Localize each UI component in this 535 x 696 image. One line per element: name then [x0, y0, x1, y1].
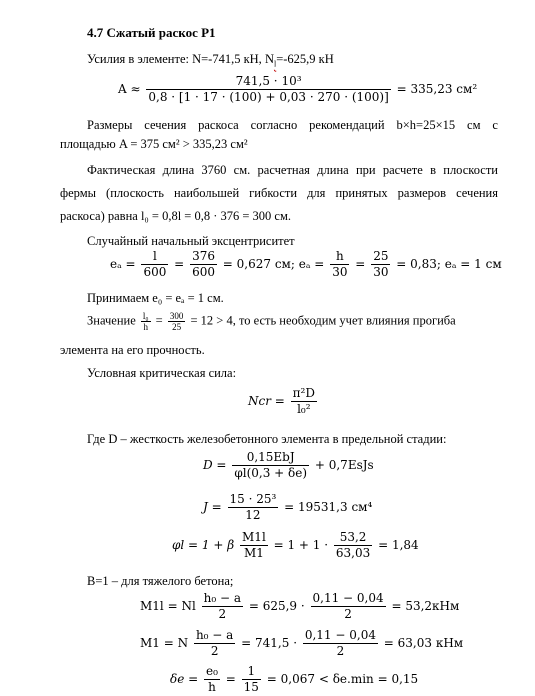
- m1-f2-den: 2: [336, 644, 345, 658]
- value-line: [87, 311, 498, 332]
- value-f2-num: 300: [169, 311, 184, 321]
- area-lhs: A ≈: [118, 82, 141, 96]
- m1l-f1-den: 2: [218, 607, 227, 621]
- ecc-f1-num: l: [141, 249, 168, 265]
- m1-lhs: M1 = N: [140, 636, 189, 650]
- d-fraction: [232, 450, 309, 481]
- ecc-fraction-2: [190, 249, 217, 280]
- accept-line: Принимаем e₀ = eₐ = 1 см.: [87, 291, 224, 305]
- delta-fraction-1: [204, 664, 220, 695]
- m1-f1-num: h₀ − a: [195, 628, 234, 642]
- j-formula: [203, 492, 372, 523]
- d-lhs: D =: [203, 458, 227, 472]
- area-numerator: 741,5 · 10³: [146, 74, 390, 90]
- length-line-1: Фактическая длина 3760 см. расчетная длина при расчете в плоскости: [87, 163, 498, 177]
- forces-n-symbol: N: [264, 52, 274, 66]
- forces-prefix: Усилия в элементе: N=-741,5 кН,: [87, 52, 265, 66]
- m1-fraction-2: [303, 628, 378, 659]
- area-fraction: [146, 74, 390, 105]
- m1l-f2-den: 2: [344, 607, 352, 621]
- phi-f1-num: M1l: [242, 530, 266, 544]
- delta-f2-den: 15: [243, 680, 259, 694]
- m1-rhs: = 63,03 кНм: [383, 636, 464, 650]
- value-prefix: Значение: [87, 313, 136, 328]
- value-f1-num: l₀: [142, 311, 149, 321]
- d-rhs: + 0,7EsJs: [314, 458, 374, 472]
- ncr-fraction: [291, 386, 317, 417]
- area-denominator: 0,8 · [1 · 17 · (100) + 0,03 · 270 · (100)]: [148, 90, 389, 104]
- length-line-2: фермы (плоскость наибольшей гибкости для принятых размеров сечения: [60, 186, 498, 200]
- phi-mid: = 1 + 1 ·: [273, 538, 329, 552]
- m1l-fraction-1: [202, 591, 243, 622]
- ecc-f2-den: 600: [192, 265, 215, 279]
- forces-n-subscript: l: [273, 59, 277, 69]
- j-rhs: = 19531,3 см⁴: [284, 500, 373, 514]
- ecc-f3-num: h: [330, 249, 349, 265]
- value-fraction-2: [168, 311, 186, 332]
- b-line: B=1 – для тяжелого бетона;: [87, 574, 234, 588]
- d-num: 0,15EbJ: [232, 450, 309, 466]
- j-lhs: J =: [203, 500, 222, 514]
- value-f2-den: 25: [172, 322, 182, 332]
- ecc-part-1: eₐ =: [110, 257, 136, 271]
- value-fraction-1: [141, 311, 151, 332]
- delta-eq: =: [225, 672, 236, 686]
- delta-fraction-2: [242, 664, 261, 695]
- phi-fraction-1: [240, 530, 268, 561]
- m1-mid: = 741,5 ·: [241, 636, 298, 650]
- ecc-f3-den: 30: [332, 265, 348, 279]
- m1-fraction-1: [194, 628, 235, 659]
- m1l-fraction-2: [311, 591, 386, 622]
- ecc-fraction-1: [141, 249, 168, 280]
- m1-formula: [140, 628, 463, 659]
- ecc-fraction-4: [371, 249, 390, 280]
- ecc-f1-den: 600: [143, 265, 167, 279]
- d-description: Где D – жесткость железобетонного элемента в предельной стадии:: [87, 432, 447, 446]
- d-den: φl(0,3 + δe): [234, 466, 308, 480]
- m1l-mid: = 625,9 ·: [248, 599, 305, 613]
- phi-rhs: = 1,84: [378, 538, 419, 552]
- j-den: 12: [245, 508, 261, 522]
- phi-f2-num: 53,2: [334, 530, 372, 546]
- ecc-part-2: =: [174, 257, 185, 271]
- section-title: 4.7 Сжатый раскос Р1: [87, 25, 216, 40]
- ecc-part-4: =: [355, 257, 366, 271]
- eccentricity-formula: [110, 249, 502, 280]
- delta-f1-den: h: [208, 680, 216, 694]
- m1l-rhs: = 53,2кНм: [391, 599, 460, 613]
- ncr-lhs: Ncr =: [248, 394, 285, 408]
- forces-suffix: =-625,9 кН: [276, 52, 334, 66]
- m1-f2-num: 0,11 − 0,04: [304, 628, 376, 642]
- value-f1-den: h: [143, 322, 148, 332]
- ncr-den: l₀²: [297, 402, 311, 416]
- phi-f1-den: M1: [243, 546, 264, 560]
- forces-line: [87, 53, 334, 69]
- delta-rhs: = 0,067 < δe.min = 0,15: [266, 672, 419, 686]
- ecc-f4-num: 25: [373, 249, 389, 263]
- m1l-f1-num: h₀ − a: [203, 591, 241, 605]
- value-line-2: элемента на его прочность.: [60, 343, 205, 357]
- area-rhs: = 335,23 см²: [396, 82, 478, 96]
- d-formula: [203, 450, 374, 481]
- ncr-formula: [248, 386, 319, 417]
- ecc-fraction-3: [330, 249, 349, 280]
- sizes-line-2: площадью A = 375 см² > 335,23 см²: [60, 137, 248, 151]
- delta-f1-num: e₀: [206, 664, 218, 678]
- ecc-part-5: = 0,83; eₐ = 1 см: [396, 257, 502, 271]
- phi-fraction-2: [334, 530, 372, 561]
- sizes-line-1: Размеры сечения раскоса согласно рекомендаций b×h=25×15 см с: [87, 118, 498, 132]
- m1-f1-den: 2: [210, 644, 219, 658]
- ecc-f2-num: 376: [192, 249, 215, 263]
- ecc-f4-den: 30: [373, 265, 389, 279]
- j-fraction: [228, 492, 279, 523]
- m1l-lhs: M1l = Nl: [140, 599, 196, 613]
- ncr-num: π²D: [292, 386, 315, 400]
- ecc-part-3: = 0,627 см; eₐ =: [222, 257, 325, 271]
- phi-f2-den: 63,03: [335, 546, 371, 560]
- j-num: 15 · 25³: [229, 492, 277, 506]
- area-formula: [118, 74, 477, 105]
- critical-title: Условная критическая сила:: [87, 366, 237, 380]
- phi-lhs: φl = 1 + β: [172, 538, 235, 552]
- m1l-formula: [140, 591, 459, 622]
- m1l-f2-num: 0,11 − 0,04: [312, 591, 384, 605]
- value-rest: = 12 > 4, то есть необходим учет влияния прогиба: [190, 313, 456, 328]
- eccentricity-title: Случайный начальный эксцентриситет: [87, 234, 295, 248]
- phi-formula: [172, 530, 419, 561]
- delta-lhs: δe =: [170, 672, 199, 686]
- length-line-3: раскоса) равна l₀ = 0,8l = 0,8 · 376 = 300 см.: [60, 209, 292, 223]
- delta-formula: [170, 664, 418, 695]
- value-eq: =: [155, 313, 163, 328]
- delta-f2-num: 1: [242, 664, 261, 680]
